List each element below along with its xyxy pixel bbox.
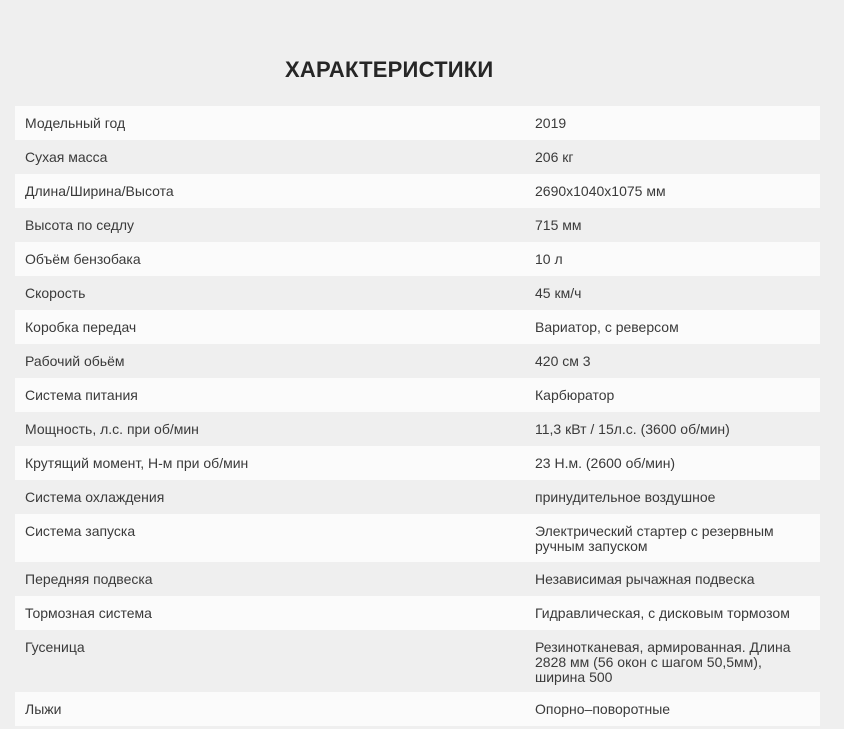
table-row <box>15 692 820 726</box>
spec-value: принудительное воздушное <box>535 489 716 505</box>
spec-name: Система запуска <box>25 523 136 539</box>
spec-value: Резинотканевая, армированная. Длина 2828 мм (56 окон с шагом 50,5мм), ширина 500 <box>535 639 791 685</box>
spec-value: 45 км/ч <box>535 285 582 301</box>
table-row <box>15 140 820 174</box>
spec-value: 10 л <box>535 251 563 267</box>
table-row <box>15 208 820 242</box>
table-row <box>15 310 820 344</box>
spec-name: Крутящий момент, Н-м при об/мин <box>25 455 249 471</box>
spec-name: Лыжи <box>25 701 62 717</box>
table-row <box>15 630 820 692</box>
table-row <box>15 562 820 596</box>
page-title: ХАРАКТЕРИСТИКИ <box>285 57 494 82</box>
spec-value: 11,3 кВт / 15л.с. (3600 об/мин) <box>535 421 730 437</box>
spec-name: Скорость <box>25 285 86 301</box>
spec-value: Независимая рычажная подвеска <box>535 571 755 587</box>
table-row <box>15 514 820 562</box>
specs-table <box>15 106 820 726</box>
spec-value: Электрический стартер с резервным ручным запуском <box>535 523 774 554</box>
table-row <box>15 242 820 276</box>
spec-name: Сухая масса <box>25 149 108 165</box>
spec-name: Коробка передач <box>25 319 137 335</box>
spec-name: Высота по седлу <box>25 217 135 233</box>
spec-value: 420 см 3 <box>535 353 591 369</box>
spec-value: Вариатор, с реверсом <box>535 319 679 335</box>
spec-name: Гусеница <box>25 639 85 655</box>
spec-name: Тормозная система <box>25 605 152 621</box>
spec-name: Передняя подвеска <box>25 571 153 587</box>
spec-value: 715 мм <box>535 217 582 233</box>
spec-name: Рабочий обьём <box>25 353 125 369</box>
spec-value: 2690x1040x1075 мм <box>535 183 666 199</box>
spec-value: 206 кг <box>535 149 574 165</box>
table-row <box>15 276 820 310</box>
spec-name: Система охлаждения <box>25 489 165 505</box>
spec-name: Длина/Ширина/Высота <box>25 183 174 199</box>
table-row <box>15 446 820 480</box>
table-row <box>15 174 820 208</box>
table-row <box>15 596 820 630</box>
spec-value: Гидравлическая, с дисковым тормозом <box>535 605 790 621</box>
table-row <box>15 480 820 514</box>
spec-name: Объём бензобака <box>25 251 141 267</box>
spec-name: Система питания <box>25 387 138 403</box>
spec-name: Мощность, л.с. при об/мин <box>25 421 199 437</box>
spec-value: 23 Н.м. (2600 об/мин) <box>535 455 676 471</box>
spec-value: Карбюратор <box>535 387 615 403</box>
table-row <box>15 106 820 140</box>
spec-name: Модельный год <box>25 115 126 131</box>
table-row <box>15 412 820 446</box>
table-row <box>15 378 820 412</box>
spec-value: Опорно–поворотные <box>535 701 671 717</box>
spec-value: 2019 <box>535 115 567 131</box>
table-row <box>15 344 820 378</box>
